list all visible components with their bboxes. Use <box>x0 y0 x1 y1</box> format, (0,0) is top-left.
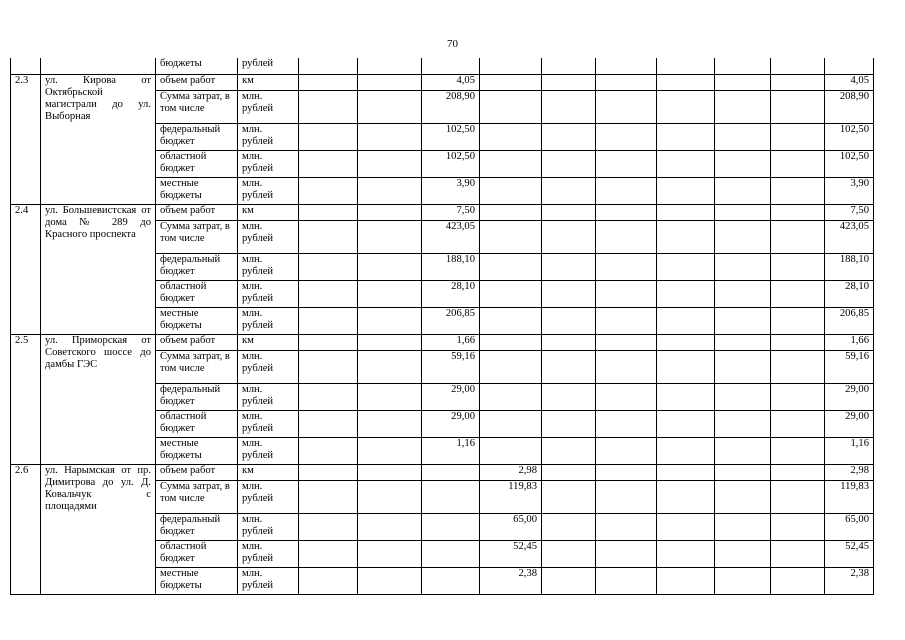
cell-indicator: местные бюджеты <box>156 437 238 464</box>
cell-empty <box>771 464 825 480</box>
cell-street <box>41 58 156 74</box>
cell-empty <box>299 480 358 513</box>
cell-unit: млн. рублей <box>238 123 299 150</box>
cell-unit: млн. рублей <box>238 383 299 410</box>
cell-empty <box>771 513 825 540</box>
cell-unit: млн. рублей <box>238 350 299 383</box>
cell-empty <box>657 58 715 74</box>
cell-empty <box>358 464 422 480</box>
cell-empty <box>542 540 596 567</box>
cell-total: 52,45 <box>825 540 874 567</box>
cell-empty <box>542 58 596 74</box>
cell-total: 188,10 <box>825 253 874 280</box>
cell-indicator: Сумма затрат, в том числе <box>156 90 238 123</box>
cell-value-b: 65,00 <box>480 513 542 540</box>
cell-empty <box>299 513 358 540</box>
cell-total: 206,85 <box>825 307 874 334</box>
cell-value-b: 2,98 <box>480 464 542 480</box>
cell-street-name: ул. Приморская от Советского шоссе до дамбы ГЭС <box>41 334 156 464</box>
cell-indicator: Сумма затрат, в том числе <box>156 350 238 383</box>
cell-indicator: объем работ <box>156 464 238 480</box>
cell-empty <box>542 177 596 204</box>
cell-empty <box>299 540 358 567</box>
cell-value-b <box>480 220 542 253</box>
cell-empty <box>596 480 657 513</box>
cell-empty <box>715 307 771 334</box>
cell-empty <box>596 204 657 220</box>
cell-empty <box>358 513 422 540</box>
cell-empty <box>596 307 657 334</box>
table-row <box>11 74 874 90</box>
cell-empty <box>657 410 715 437</box>
cell-value-b <box>480 307 542 334</box>
cell-empty <box>657 123 715 150</box>
cell-empty <box>715 150 771 177</box>
cell-total: 102,50 <box>825 123 874 150</box>
cell-empty <box>771 540 825 567</box>
cell-value-b <box>480 150 542 177</box>
cell-empty <box>771 204 825 220</box>
cell-empty <box>715 90 771 123</box>
cell-empty <box>715 383 771 410</box>
cell-empty <box>299 150 358 177</box>
cell-unit: млн. рублей <box>238 253 299 280</box>
cell-empty <box>299 177 358 204</box>
cell-empty <box>542 150 596 177</box>
page-number: 70 <box>447 38 458 50</box>
cell-no <box>11 58 41 74</box>
cell-indicator: Сумма затрат, в том числе <box>156 220 238 253</box>
cell-empty <box>771 280 825 307</box>
cell-unit: млн. рублей <box>238 410 299 437</box>
cell-empty <box>771 437 825 464</box>
cell-empty <box>657 480 715 513</box>
cell-empty <box>715 350 771 383</box>
cell-unit: млн. рублей <box>238 307 299 334</box>
cell-unit: млн. рублей <box>238 513 299 540</box>
cell-value-b: 2,38 <box>480 567 542 594</box>
cell-unit: млн. рублей <box>238 150 299 177</box>
cell-value-a: 188,10 <box>422 253 480 280</box>
cell-empty <box>771 253 825 280</box>
cell-empty <box>358 123 422 150</box>
cell-empty <box>542 513 596 540</box>
cell-empty <box>299 90 358 123</box>
cell-empty <box>596 410 657 437</box>
cell-empty <box>299 383 358 410</box>
cell-value-b <box>480 383 542 410</box>
cell-unit: млн. рублей <box>238 220 299 253</box>
cell-empty <box>596 253 657 280</box>
cell-empty <box>596 464 657 480</box>
cell-indicator: федеральный бюджет <box>156 253 238 280</box>
cell-empty <box>596 513 657 540</box>
cell-total: 119,83 <box>825 480 874 513</box>
cell-unit: млн. рублей <box>238 567 299 594</box>
cell-indicator: областной бюджет <box>156 150 238 177</box>
cell-empty <box>715 220 771 253</box>
cell-total: 102,50 <box>825 150 874 177</box>
cell-total: 28,10 <box>825 280 874 307</box>
cell-empty <box>596 90 657 123</box>
cell-total: 4,05 <box>825 74 874 90</box>
cell-value-a: 102,50 <box>422 150 480 177</box>
cell-empty <box>299 253 358 280</box>
cell-empty <box>299 567 358 594</box>
cell-empty <box>657 150 715 177</box>
cell-value-b <box>480 410 542 437</box>
cell-value-b <box>480 123 542 150</box>
cell-empty <box>657 307 715 334</box>
cell-empty <box>715 177 771 204</box>
cell-empty <box>715 74 771 90</box>
cell-street-name: ул. Нарымская от пр. Димитрова до ул. Д. Ковальчук с площадями <box>41 464 156 594</box>
cell-value-a: 29,00 <box>422 383 480 410</box>
cell-empty <box>542 410 596 437</box>
cell-empty <box>596 74 657 90</box>
cell-empty <box>657 74 715 90</box>
cell-value-a <box>422 540 480 567</box>
cell-value-b: 119,83 <box>480 480 542 513</box>
cell-unit: млн. рублей <box>238 437 299 464</box>
cell-unit: млн. рублей <box>238 177 299 204</box>
cell-empty <box>358 334 422 350</box>
cell-empty <box>715 58 771 74</box>
cell-empty <box>542 280 596 307</box>
cell-unit: млн. рублей <box>238 540 299 567</box>
cell-empty <box>715 123 771 150</box>
cell-empty <box>771 307 825 334</box>
cell-indicator: местные бюджеты <box>156 177 238 204</box>
cell-value-a: 29,00 <box>422 410 480 437</box>
cell-empty <box>542 437 596 464</box>
cell-section-number: 2.4 <box>11 204 41 334</box>
cell-empty <box>358 280 422 307</box>
cell-total: 2,98 <box>825 464 874 480</box>
cell-empty <box>657 220 715 253</box>
cell-empty <box>771 74 825 90</box>
cell-empty <box>542 220 596 253</box>
cell-empty <box>299 74 358 90</box>
cell-value-a <box>422 480 480 513</box>
cell-empty <box>358 567 422 594</box>
cell-empty <box>358 204 422 220</box>
cell-empty <box>657 177 715 204</box>
cell-empty <box>715 334 771 350</box>
cell-empty <box>542 567 596 594</box>
cell-empty <box>715 513 771 540</box>
cell-empty <box>299 204 358 220</box>
cell-empty <box>596 177 657 204</box>
cell-empty <box>299 437 358 464</box>
cell-value-a: 1,16 <box>422 437 480 464</box>
cell-empty <box>299 220 358 253</box>
cell-empty <box>596 540 657 567</box>
cell-section-number: 2.6 <box>11 464 41 594</box>
cell-value-b <box>480 280 542 307</box>
cell-empty <box>358 307 422 334</box>
table-row <box>11 464 874 480</box>
cell-indicator: объем работ <box>156 334 238 350</box>
cell-empty <box>771 567 825 594</box>
cell-empty <box>715 204 771 220</box>
table-row <box>11 204 874 220</box>
cell-unit: км <box>238 464 299 480</box>
cell-total: 29,00 <box>825 410 874 437</box>
cell-value-a: 4,05 <box>422 74 480 90</box>
cell-empty <box>596 123 657 150</box>
cell-empty <box>715 253 771 280</box>
cell-empty <box>657 350 715 383</box>
cell-empty <box>299 123 358 150</box>
cell-value-a: 7,50 <box>422 204 480 220</box>
cell-total: 1,66 <box>825 334 874 350</box>
cell-unit: млн. рублей <box>238 280 299 307</box>
cell-empty <box>715 410 771 437</box>
cell-indicator: объем работ <box>156 74 238 90</box>
cell-indicator: областной бюджет <box>156 540 238 567</box>
cell-unit: км <box>238 334 299 350</box>
cell-empty <box>771 334 825 350</box>
cell-empty <box>657 204 715 220</box>
cell-value-a: 1,66 <box>422 334 480 350</box>
cell-empty <box>657 280 715 307</box>
cell-empty <box>358 253 422 280</box>
cell-total: 423,05 <box>825 220 874 253</box>
cell-empty <box>657 383 715 410</box>
cell-empty <box>771 220 825 253</box>
cell-total: 208,90 <box>825 90 874 123</box>
cell-empty <box>771 90 825 123</box>
budget-table <box>10 58 874 595</box>
cell-empty <box>358 150 422 177</box>
cell-value-b <box>480 74 542 90</box>
cell-empty <box>542 350 596 383</box>
cell-empty <box>358 177 422 204</box>
cell-empty <box>596 437 657 464</box>
cell-empty <box>358 383 422 410</box>
cell-empty <box>480 58 542 74</box>
cell-value-a: 3,90 <box>422 177 480 204</box>
cell-empty <box>542 480 596 513</box>
cell-unit: км <box>238 74 299 90</box>
cell-indicator: федеральный бюджет <box>156 383 238 410</box>
cell-total: 65,00 <box>825 513 874 540</box>
cell-empty <box>657 334 715 350</box>
table-row-continuation <box>11 58 874 74</box>
cell-empty <box>825 58 874 74</box>
cell-empty <box>358 58 422 74</box>
cell-empty <box>715 437 771 464</box>
cell-street-name: ул. Большевистская от дома № 289 до Красного проспекта <box>41 204 156 334</box>
cell-empty <box>542 90 596 123</box>
cell-empty <box>715 567 771 594</box>
cell-empty <box>596 220 657 253</box>
cell-indicator: объем работ <box>156 204 238 220</box>
cell-indicator: местные бюджеты <box>156 307 238 334</box>
cell-empty <box>715 480 771 513</box>
cell-unit: км <box>238 204 299 220</box>
cell-empty <box>657 540 715 567</box>
cell-total: 2,38 <box>825 567 874 594</box>
cell-value-b <box>480 334 542 350</box>
cell-empty <box>542 464 596 480</box>
cell-unit: млн. рублей <box>238 90 299 123</box>
cell-value-b <box>480 437 542 464</box>
cell-empty <box>596 383 657 410</box>
cell-section-number: 2.3 <box>11 74 41 204</box>
cell-empty <box>299 350 358 383</box>
cell-empty <box>771 383 825 410</box>
cell-value-a: 102,50 <box>422 123 480 150</box>
cell-value-b <box>480 204 542 220</box>
table-row <box>11 334 874 350</box>
cell-indicator: федеральный бюджет <box>156 123 238 150</box>
cell-total: 29,00 <box>825 383 874 410</box>
cell-empty <box>596 58 657 74</box>
cell-empty <box>771 350 825 383</box>
cell-empty <box>657 567 715 594</box>
cell-empty <box>542 307 596 334</box>
cell-empty <box>299 334 358 350</box>
cell-empty <box>596 334 657 350</box>
cell-indicator: областной бюджет <box>156 410 238 437</box>
cell-empty <box>596 150 657 177</box>
cell-empty <box>657 253 715 280</box>
cell-empty <box>771 480 825 513</box>
cell-total: 1,16 <box>825 437 874 464</box>
cell-indicator: бюджеты <box>156 58 238 74</box>
cell-value-a: 206,85 <box>422 307 480 334</box>
cell-empty <box>542 334 596 350</box>
cell-empty <box>657 464 715 480</box>
cell-value-a: 59,16 <box>422 350 480 383</box>
cell-total: 59,16 <box>825 350 874 383</box>
cell-empty <box>771 58 825 74</box>
cell-empty <box>299 58 358 74</box>
cell-empty <box>358 74 422 90</box>
cell-empty <box>542 74 596 90</box>
cell-value-b: 52,45 <box>480 540 542 567</box>
cell-empty <box>299 464 358 480</box>
cell-value-b <box>480 177 542 204</box>
cell-street-name: ул. Кирова от Октябрьской магистрали до ул. Выборная <box>41 74 156 204</box>
table-body <box>11 58 874 594</box>
cell-section-number: 2.5 <box>11 334 41 464</box>
cell-empty <box>715 540 771 567</box>
cell-empty <box>657 513 715 540</box>
cell-empty <box>596 350 657 383</box>
cell-empty <box>596 567 657 594</box>
cell-value-b <box>480 90 542 123</box>
cell-empty <box>596 280 657 307</box>
cell-empty <box>299 280 358 307</box>
cell-value-a <box>422 567 480 594</box>
cell-value-b <box>480 253 542 280</box>
cell-total: 3,90 <box>825 177 874 204</box>
cell-value-a <box>422 513 480 540</box>
cell-empty <box>542 383 596 410</box>
cell-value-b <box>480 350 542 383</box>
cell-empty <box>657 437 715 464</box>
cell-indicator: областной бюджет <box>156 280 238 307</box>
cell-empty <box>771 123 825 150</box>
cell-total: 7,50 <box>825 204 874 220</box>
cell-empty <box>771 150 825 177</box>
cell-value-a <box>422 464 480 480</box>
cell-value-a: 208,90 <box>422 90 480 123</box>
cell-unit: млн. рублей <box>238 480 299 513</box>
cell-empty <box>358 90 422 123</box>
cell-empty <box>542 204 596 220</box>
cell-value-a: 28,10 <box>422 280 480 307</box>
cell-empty <box>358 437 422 464</box>
cell-empty <box>299 307 358 334</box>
cell-unit: рублей <box>238 58 299 74</box>
cell-empty <box>771 177 825 204</box>
cell-empty <box>358 480 422 513</box>
cell-empty <box>542 123 596 150</box>
cell-empty <box>358 410 422 437</box>
cell-empty <box>657 90 715 123</box>
cell-empty <box>299 410 358 437</box>
cell-empty <box>358 350 422 383</box>
cell-empty <box>771 410 825 437</box>
cell-indicator: местные бюджеты <box>156 567 238 594</box>
cell-indicator: Сумма затрат, в том числе <box>156 480 238 513</box>
cell-value-a: 423,05 <box>422 220 480 253</box>
cell-empty <box>715 464 771 480</box>
cell-empty <box>358 540 422 567</box>
cell-empty <box>422 58 480 74</box>
cell-empty <box>715 280 771 307</box>
cell-empty <box>358 220 422 253</box>
cell-indicator: федеральный бюджет <box>156 513 238 540</box>
cell-empty <box>542 253 596 280</box>
